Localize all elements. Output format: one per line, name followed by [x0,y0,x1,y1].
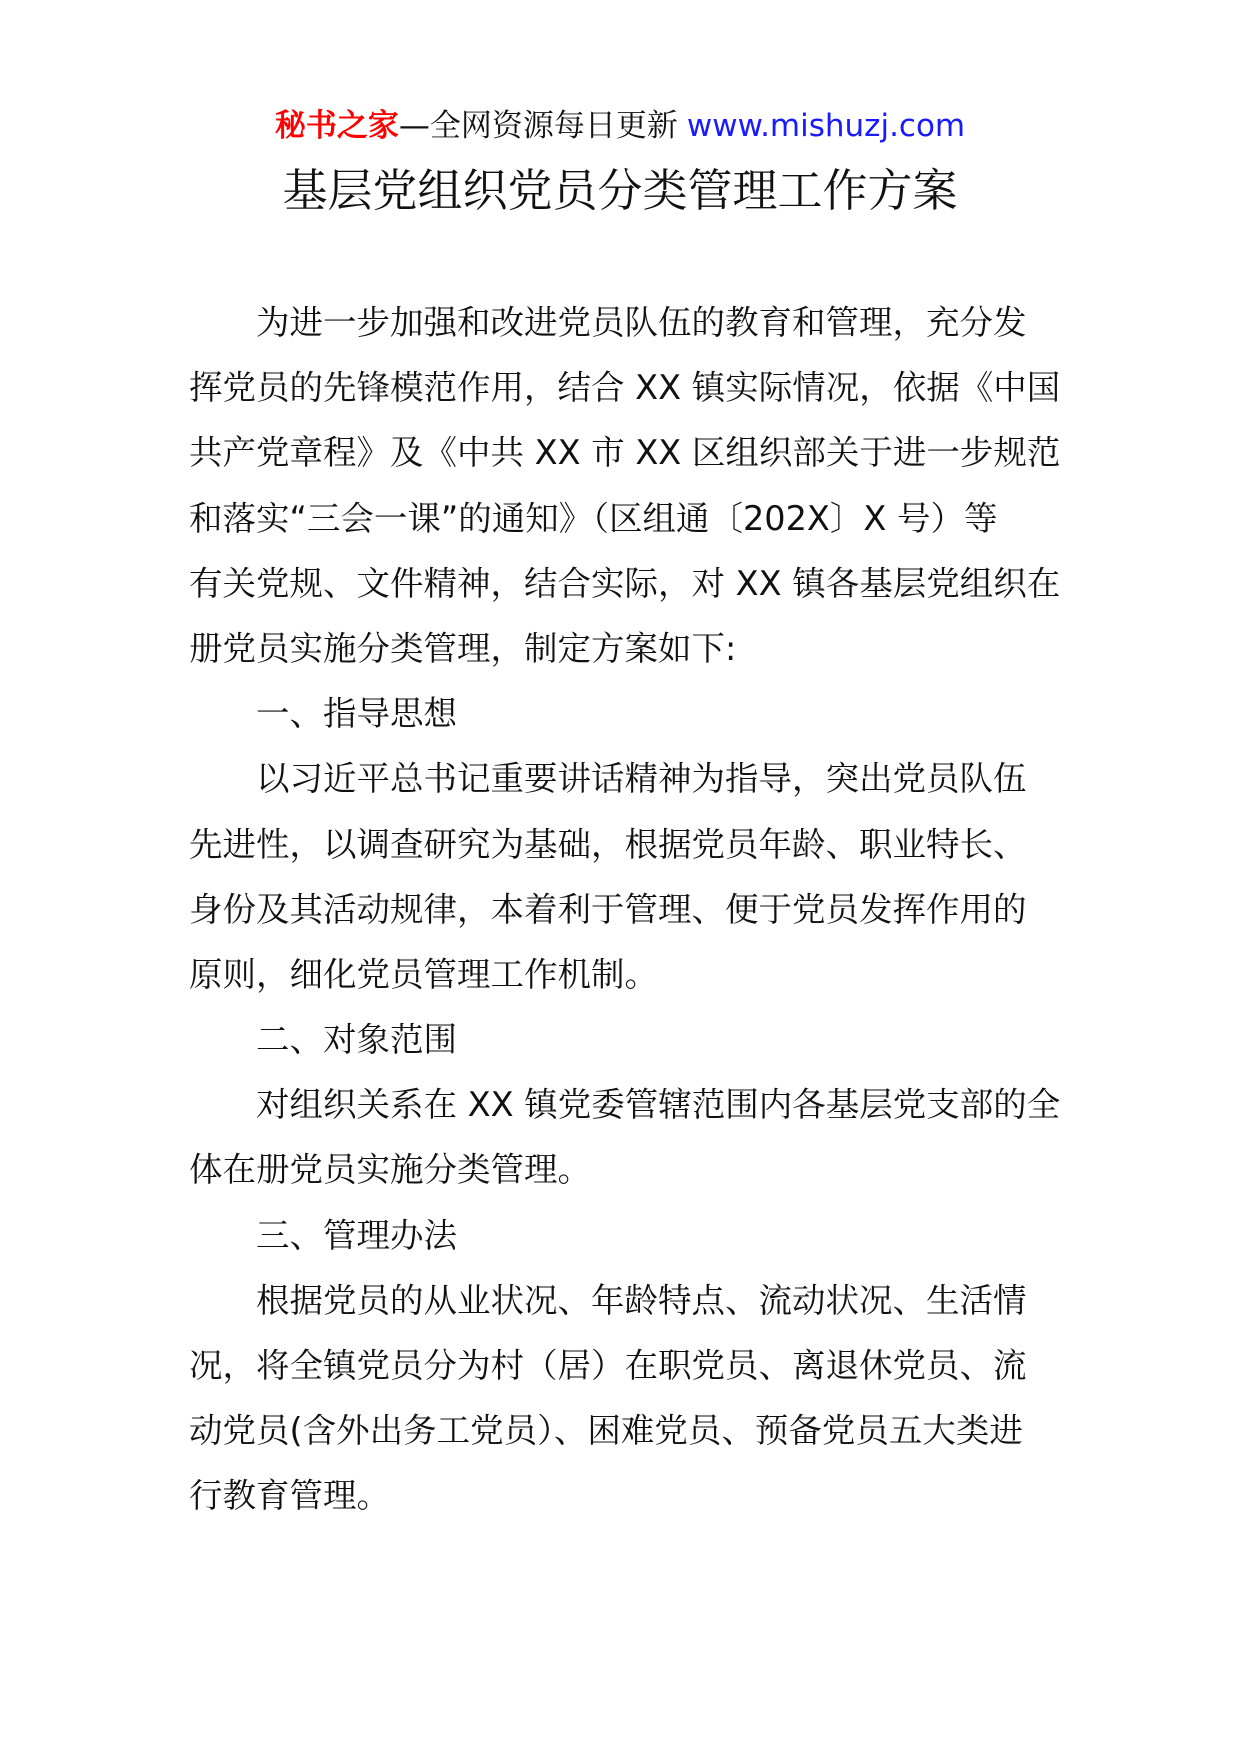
header-tagline: —全网资源每日更新 [398,108,678,144]
site-header [0,105,1240,147]
section-heading-guiding-ideology: 一、指导思想 [256,694,457,734]
header-brand: 秘书之家 [274,108,399,144]
paragraph-intro [189,290,1061,681]
paragraph-line: 况，将全镇党员分为村（居）在职党员、离退休党员、流 [189,1346,1027,1385]
paragraph-line: 先进性，以调查研究为基础，根据党员年龄、职业特长、 [189,824,1027,864]
header-url: www.mishuzj.com [686,108,966,144]
paragraph-line: 和落实“三会一课”的通知》（区组通〔202X〕X 号）等 [189,498,998,538]
paragraph-line: 以习近平总书记重要讲话精神为指导，突出党员队伍 [256,759,1027,799]
paragraph-guiding-ideology [189,746,1051,1007]
section-heading-scope: 二、对象范围 [256,1020,457,1060]
paragraph-line: 共产党章程》及《中共 XX 市 XX 区组织部关于进一步规范 [189,433,1061,473]
paragraph-scope [189,1072,1061,1202]
paragraph-line: 身份及其活动规律，本着利于管理、便于党员发挥作用的 [189,889,1027,929]
paragraph-line: 为进一步加强和改进党员队伍的教育和管理，充分发 [256,303,1027,342]
paragraph-management-methods [189,1268,1051,1529]
paragraph-line: 有关党规、文件精神，结合实际，对 XX 镇各基层党组织在 [189,563,1061,603]
paragraph-line: 动党员(含外出务工党员）、困难党员、预备党员五大类进 [189,1411,1023,1451]
paragraph-line: 原则，细化党员管理工作机制。 [189,954,658,994]
paragraph-line: 对组织关系在 XX 镇党委管辖范围内各基层党支部的全 [256,1085,1061,1125]
paragraph-line: 根据党员的从业状况、年龄特点、流动状况、生活情 [256,1280,1027,1320]
document-body [189,290,1061,1529]
paragraph-line: 体在册党员实施分类管理。 [189,1150,591,1190]
section-heading-management-methods: 三、管理办法 [256,1215,457,1255]
document-title: 基层党组织党员分类管理工作方案 [282,164,958,217]
paragraph-line: 册党员实施分类管理，制定方案如下: [189,628,737,668]
paragraph-line: 行教育管理。 [189,1476,390,1516]
paragraph-line: 挥党员的先锋模范作用，结合 XX 镇实际情况，依据《中国 [189,368,1061,408]
